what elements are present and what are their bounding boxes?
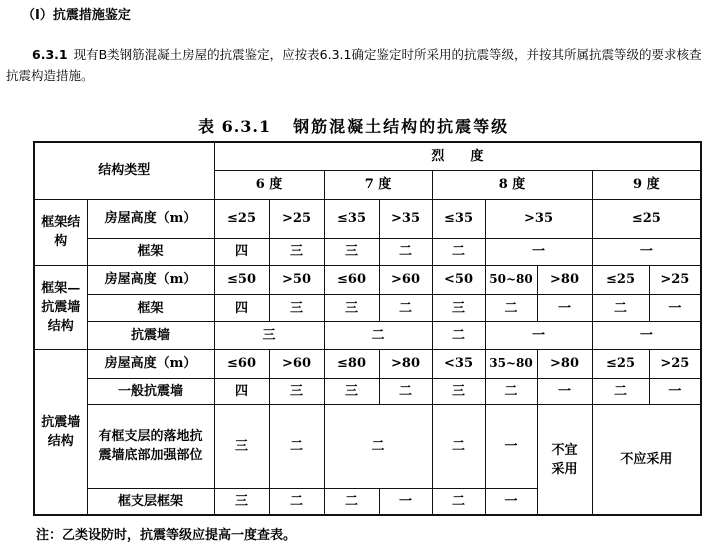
table-cell: >35 [379, 199, 432, 238]
table-number: 表 6.3.1 [198, 117, 272, 136]
header-deg-7: 7 度 [324, 171, 432, 200]
table-cell: 一 [485, 322, 592, 350]
table-cell: ≤35 [432, 199, 485, 238]
table-title: 钢筋混凝土结构的抗震等级 [293, 117, 510, 136]
clause-paragraph [6, 44, 711, 86]
table-cell: 四 [214, 238, 269, 266]
table-cell: ≤25 [592, 199, 701, 238]
table-cell: ≤25 [592, 266, 649, 295]
section-heading: （I）抗震措施鉴定 [22, 8, 131, 23]
table-cell: 二 [379, 294, 432, 322]
table-cell: 三 [214, 405, 269, 489]
table-cell: 二 [485, 294, 537, 322]
row-label-strengthened-wall: 有框支层的落地抗震墙底部加强部位 [87, 405, 214, 489]
table-cell: >80 [379, 349, 432, 378]
table-cell: >60 [269, 349, 324, 378]
table-cell: >80 [537, 349, 592, 378]
table-cell: 三 [324, 294, 379, 322]
table-cell: >60 [379, 266, 432, 295]
group-frame-wall: 框架—抗震墙结构 [34, 266, 87, 350]
row-label-frame: 框架 [87, 238, 214, 266]
table-cell: ≤35 [324, 199, 379, 238]
table-cell: 三 [269, 378, 324, 405]
table-cell: 四 [214, 378, 269, 405]
table-cell: 三 [269, 294, 324, 322]
header-deg-8: 8 度 [432, 171, 592, 200]
table-cell: 二 [324, 405, 432, 489]
table-cell: 二 [432, 238, 485, 266]
table-cell: 二 [432, 322, 485, 350]
table-cell: 三 [214, 488, 269, 515]
table-cell: 三 [324, 378, 379, 405]
header-deg-6: 6 度 [214, 171, 324, 200]
table-cell: >25 [649, 349, 701, 378]
clause-number: 6.3.1 [32, 47, 68, 62]
table-cell: 一 [537, 378, 592, 405]
table-cell: 三 [432, 294, 485, 322]
group-shear-wall: 抗震墙结构 [34, 349, 87, 515]
table-cell: >50 [269, 266, 324, 295]
table-cell: 二 [485, 378, 537, 405]
row-label-height: 房屋高度（m） [87, 199, 214, 238]
table-cell: 三 [324, 238, 379, 266]
table-cell: 二 [592, 378, 649, 405]
table-cell: >25 [269, 199, 324, 238]
table-cell: 二 [432, 405, 485, 489]
table-cell: 二 [269, 405, 324, 489]
table-cell: 二 [432, 488, 485, 515]
table-cell: ≤80 [324, 349, 379, 378]
row-label-shear-wall: 抗震墙 [87, 322, 214, 350]
table-cell: 二 [592, 294, 649, 322]
cell-not-suitable: 不宜采用 [537, 405, 592, 515]
table-cell: 一 [485, 238, 592, 266]
table-cell: 二 [379, 378, 432, 405]
table-cell: 一 [649, 294, 701, 322]
table-cell: 二 [324, 488, 379, 515]
cell-not-allowed: 不应采用 [592, 405, 701, 515]
table-cell: ≤60 [214, 349, 269, 378]
table-cell: 一 [485, 488, 537, 515]
table-cell: 三 [214, 322, 324, 350]
header-deg-9: 9 度 [592, 171, 701, 200]
table-cell: 三 [432, 378, 485, 405]
table-cell: 三 [269, 238, 324, 266]
table-cell: 35~80 [485, 349, 537, 378]
table-cell: >25 [649, 266, 701, 295]
header-structure-type: 结构类型 [34, 142, 214, 199]
table-cell: 二 [269, 488, 324, 515]
table-cell: ≤60 [324, 266, 379, 295]
table-cell: 一 [379, 488, 432, 515]
table-cell: >35 [485, 199, 592, 238]
table-cell: 一 [485, 405, 537, 489]
table-caption [198, 114, 509, 137]
table-cell: <35 [432, 349, 485, 378]
row-label-height: 房屋高度（m） [87, 349, 214, 378]
table-cell: 二 [379, 238, 432, 266]
table-cell: <50 [432, 266, 485, 295]
table-cell: ≤50 [214, 266, 269, 295]
table-cell: 一 [592, 322, 701, 350]
table-cell: 一 [592, 238, 701, 266]
table-cell: 一 [649, 378, 701, 405]
header-intensity: 烈 度 [214, 142, 701, 171]
table-cell: ≤25 [214, 199, 269, 238]
seismic-grade-table [33, 141, 702, 516]
table-cell: 四 [214, 294, 269, 322]
table-cell: 一 [537, 294, 592, 322]
table-cell: >80 [537, 266, 592, 295]
table-cell: ≤25 [592, 349, 649, 378]
table-note: 注：乙类设防时，抗震等级应提高一度查表。 [36, 528, 297, 543]
group-frame: 框架结构 [34, 199, 87, 265]
row-label-general-wall: 一般抗震墙 [87, 378, 214, 405]
row-label-height: 房屋高度（m） [87, 266, 214, 295]
table-cell: 50~80 [485, 266, 537, 295]
table-cell: 二 [324, 322, 432, 350]
row-label-frame: 框架 [87, 294, 214, 322]
row-label-transfer-frame: 框支层框架 [87, 488, 214, 515]
clause-text: 现有B类钢筋混凝土房屋的抗震鉴定，应按表6.3.1确定鉴定时所采用的抗震等级，并按其所属抗震等级的要求核查抗震构造措施。 [6, 47, 702, 83]
